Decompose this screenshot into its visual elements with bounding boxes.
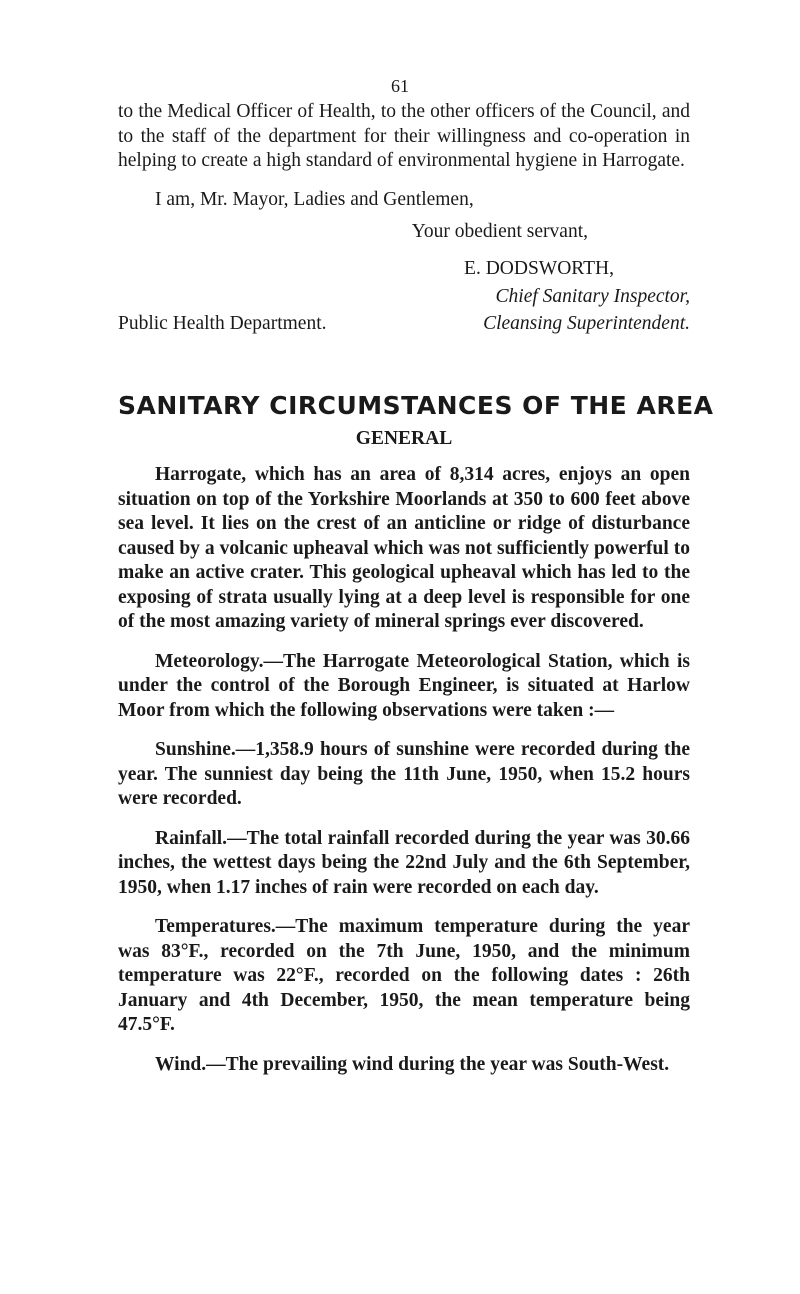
page-number: 61 bbox=[391, 76, 409, 96]
wind-paragraph bbox=[118, 1053, 690, 1078]
section-title: SANITARY CIRCUMSTANCES OF THE AREA bbox=[118, 391, 714, 420]
sunshine-heading: Sunshine. bbox=[155, 739, 236, 760]
page-body bbox=[118, 76, 714, 1077]
lead-paragraph: to the Medical Officer of Health, to the other officers of the Council, and to the staff of the department for their willingness and co-operation in helping to create a high standard of environmental hygiene in Harrogate. bbox=[118, 101, 690, 171]
salutation: I am, Mr. Mayor, Ladies and Gentlemen, bbox=[155, 188, 474, 210]
signatory-title-chief: Chief Sanitary Inspector, bbox=[495, 286, 690, 307]
general-paragraph: Harrogate, which has an area of 8,314 acres, enjoys an open situation on top of the Yorkshire Moorlands at 350 to 600 feet above sea level. It lies on the crest of an anticline or ridge of disturbance caused by a volcanic upheaval which was not sufficiently powerful to make an active crater. This geological upheaval which has led to the exposing of strata usually lying at a deep level is responsible for one of the most amazing variety of mineral springs ever discovered. bbox=[118, 464, 690, 632]
meteorology-paragraph bbox=[118, 650, 690, 724]
sunshine-text: —1,358.9 hours of sunshine were recorded during the year. The sunniest day being the 11th June, 1950, when 15.2 hours were recorded. bbox=[118, 739, 690, 809]
signature-row bbox=[118, 312, 690, 337]
temperatures-heading: Temperatures. bbox=[155, 916, 276, 937]
rainfall-paragraph bbox=[118, 827, 690, 901]
rainfall-text: —The total rainfall recorded during the year was 30.66 inches, the wettest days being the 22nd July and the 6th September, 1950, when 1.17 inches of rain were recorded on each day. bbox=[118, 827, 690, 898]
temperatures-paragraph bbox=[118, 915, 690, 1038]
meteorology-heading: Meteorology. bbox=[155, 650, 264, 672]
valediction: Your obedient servant, bbox=[411, 221, 588, 242]
meteorology-text: —The Harrogate Meteorological Station, which is under the control of the Borough Engineer, is situated at Harlow Moor from which the following observations were taken :— bbox=[118, 650, 690, 721]
signatory-title-cleansing: Cleansing Superintendent. bbox=[483, 312, 690, 334]
signatory-name: E. DODSWORTH, bbox=[464, 257, 614, 279]
rainfall-heading: Rainfall. bbox=[155, 827, 228, 849]
wind-heading: Wind. bbox=[155, 1053, 207, 1075]
temperatures-text: —The maximum temperature during the year was 83°F., recorded on the 7th June, 1950, and the minimum temperature was 22°F., recorded on the following dates : 26th January and 4th December, 1950, the mean temperature being 47.5°F. bbox=[118, 916, 690, 1035]
section-subtitle: GENERAL bbox=[355, 428, 453, 449]
department-name: Public Health Department. bbox=[118, 312, 327, 334]
wind-text: —The prevailing wind during the year was South-West. bbox=[206, 1053, 670, 1075]
sunshine-paragraph bbox=[118, 738, 690, 812]
